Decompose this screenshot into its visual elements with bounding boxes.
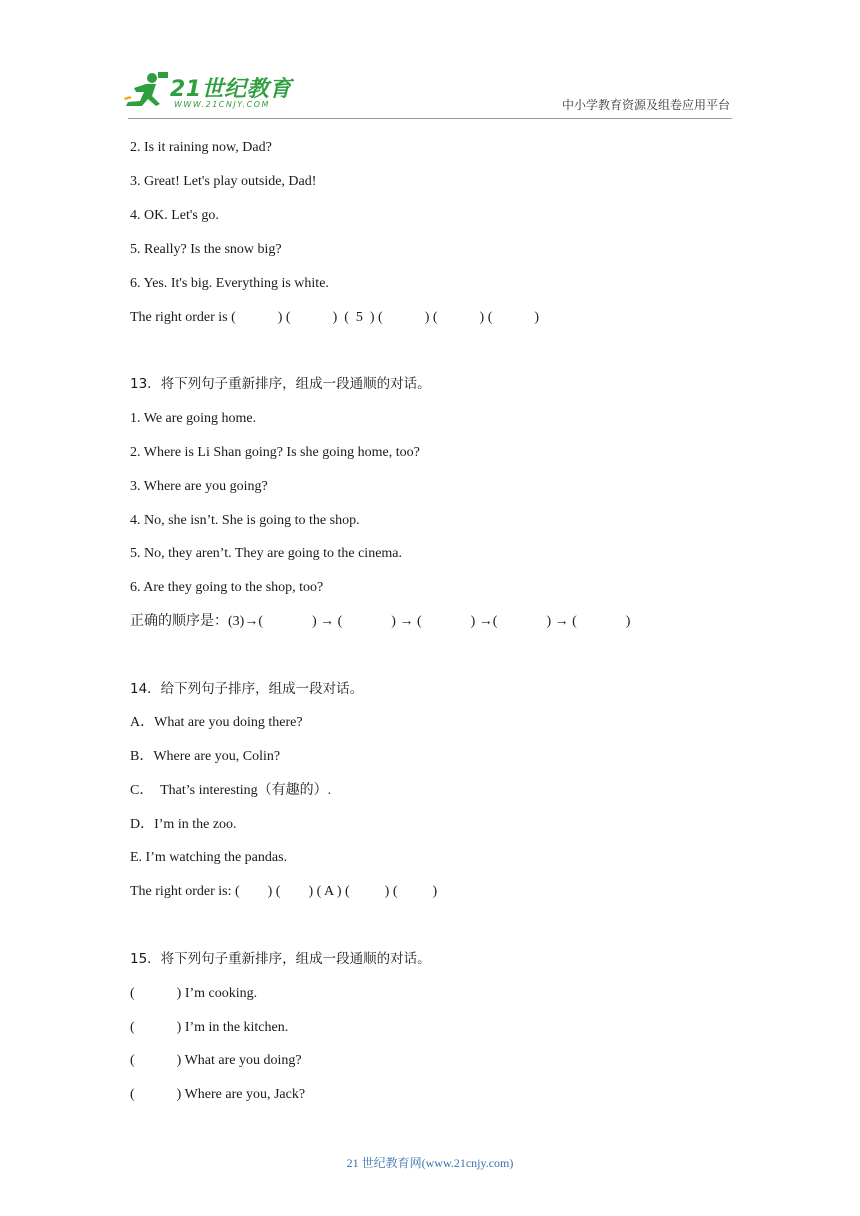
q14-answer-order: The right order is: ( ) ( ) ( A ) ( ) ( ) (130, 884, 438, 899)
q15-line-1: ( ) I’m cooking. (130, 986, 258, 1001)
page-header (0, 0, 860, 125)
q12-answer-order: The right order is ( ) ( ) ( 5 ) ( ) ( ) ( ) (130, 310, 540, 325)
q14-title: 14．给下列句子排序，组成一段对话。 (130, 681, 364, 697)
platform-title: 中小学教育资源及组卷应用平台 (561, 98, 730, 112)
q14-line-c: C． That’s interesting（有趣的）. (130, 783, 332, 798)
q13-line-1: 1. We are going home. (130, 411, 257, 426)
q12-line-6: 6. Yes. It's big. Everything is white. (130, 276, 329, 291)
q12-line-5: 5. Really? Is the snow big? (130, 242, 282, 257)
q15-line-4: ( ) Where are you, Jack? (130, 1087, 306, 1102)
q15-line-2: ( ) I’m in the kitchen. (130, 1020, 289, 1035)
q15-title: 15．将下列句子重新排序，组成一段通顺的对话。 (130, 951, 431, 967)
runner-logo-icon (122, 70, 170, 114)
q13-line-5: 5. No, they aren’t. They are going to the cinema. (130, 546, 403, 561)
q12-line-2: 2. Is it raining now, Dad? (130, 140, 272, 155)
page-footer: 21 世纪教育网(www.21cnjy.com) (346, 1156, 514, 1170)
q14-line-e: E. I’m watching the pandas. (130, 850, 288, 865)
q13-answer-order: 正确的顺序是：(3)→( ) → ( ) → ( ) →( ) → ( ) (130, 614, 631, 629)
q13-title: 13．将下列句子重新排序，组成一段通顺的对话。 (130, 376, 431, 392)
logo-text: 21世纪教育 (170, 77, 292, 102)
q15-line-3: ( ) What are you doing? (130, 1053, 302, 1068)
q14-line-a: A．What are you doing there? (130, 715, 303, 730)
q12-line-4: 4. OK. Let's go. (130, 208, 219, 223)
header-divider (128, 118, 732, 119)
q13-line-4: 4. No, she isn’t. She is going to the shop. (130, 513, 360, 528)
q13-line-2: 2. Where is Li Shan going? Is she going home, too? (130, 445, 420, 460)
site-logo (122, 70, 292, 118)
logo-url: WWW.21CNJY.COM (174, 100, 270, 109)
q14-line-d: D．I’m in the zoo. (130, 817, 237, 832)
q13-line-6: 6. Are they going to the shop, too? (130, 580, 324, 595)
q13-line-3: 3. Where are you going? (130, 479, 268, 494)
q14-line-b: B．Where are you, Colin? (130, 749, 281, 764)
q12-line-3: 3. Great! Let's play outside, Dad! (130, 174, 317, 189)
